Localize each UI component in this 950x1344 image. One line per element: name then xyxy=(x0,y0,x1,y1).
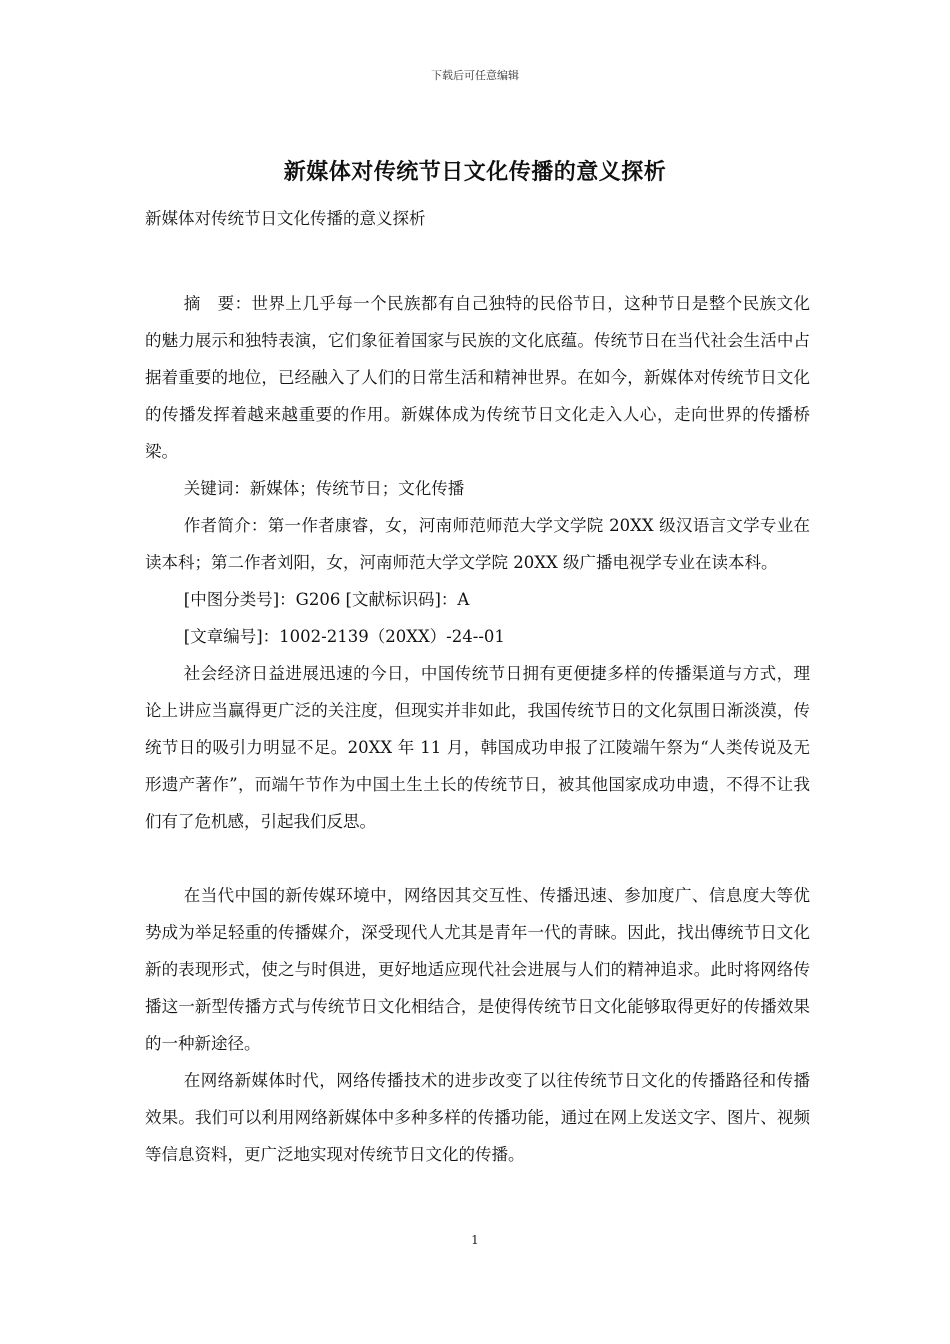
abstract-paragraph: 摘 要：世界上几乎每一个民族都有自己独特的民俗节日，这种节日是整个民族文化的魅力展示和独特表演，它们象征着国家与民族的文化底蕴。传统节日在当代社会生活中占据着重要的地位，已经融入了人们的日常生活和精神世界。在如今，新媒体对传统节日文化的传播发挥着越来越重要的作用。新媒体成为传统节日文化走入人心，走向世界的传播桥梁。 xyxy=(145,294,810,461)
header-note: 下载后可任意编辑 xyxy=(431,69,519,82)
document-title: 新媒体对传统节日文化传播的意义探析 xyxy=(283,159,667,185)
article-number-line: [文章编号]：1002-2139（20XX）-24--01 xyxy=(183,627,505,646)
author-info-paragraph: 作者简介：第一作者康睿，女，河南师范师范大学文学院 20XX 级汉语言文学专业在读本科；第二作者刘阳，女，河南师范大学文学院 20XX 级广播电视学专业在读本科。 xyxy=(145,516,810,572)
body-paragraph: 在当代中国的新传媒环境中，网络因其交互性、传播迅速、参加度广、信息度大等优势成为举足轻重的传播媒介，深受现代人尤其是青年一代的青睐。因此，找出傳统节日文化新的表现形式，使之与时俱进，更好地适应现代社会进展与人们的精神追求。此时将网络传播这一新型传播方式与传统节日文化相结合，是使得传统节日文化能够取得更好的传播效果的一种新途径。 xyxy=(145,886,810,1053)
body-paragraph: 社会经济日益进展迅速的今日，中国传统节日拥有更便捷多样的传播渠道与方式，理论上讲应当赢得更广泛的关注度，但现实并非如此，我国传统节日的文化氛围日渐淡漠，传统节日的吸引力明显不足。20XX 年 11 月，韩国成功申报了江陵端午祭为“人类传说及无形遗产著作”，而端午节作为中国土生土长的传统节日，被其他国家成功申遗，不得不让我们有了危机感，引起我们反思。 xyxy=(145,664,810,831)
document-body xyxy=(145,200,810,1173)
body-paragraph: 在网络新媒体时代，网络传播技术的进步改变了以往传统节日文化的传播路径和传播效果。我们可以利用网络新媒体中多种多样的传播功能，通过在网上发送文字、图片、视频等信息资料，更广泛地实现对传统节日文化的传播。 xyxy=(145,1071,810,1164)
page-number: 1 xyxy=(471,1233,479,1247)
keywords-line: 关键词：新媒体；传统节日；文化传播 xyxy=(183,479,465,498)
document-subtitle: 新媒体对传统节日文化传播的意义探析 xyxy=(145,209,426,228)
classification-line: [中图分类号]：G206 [文献标识码]：A xyxy=(183,590,470,609)
